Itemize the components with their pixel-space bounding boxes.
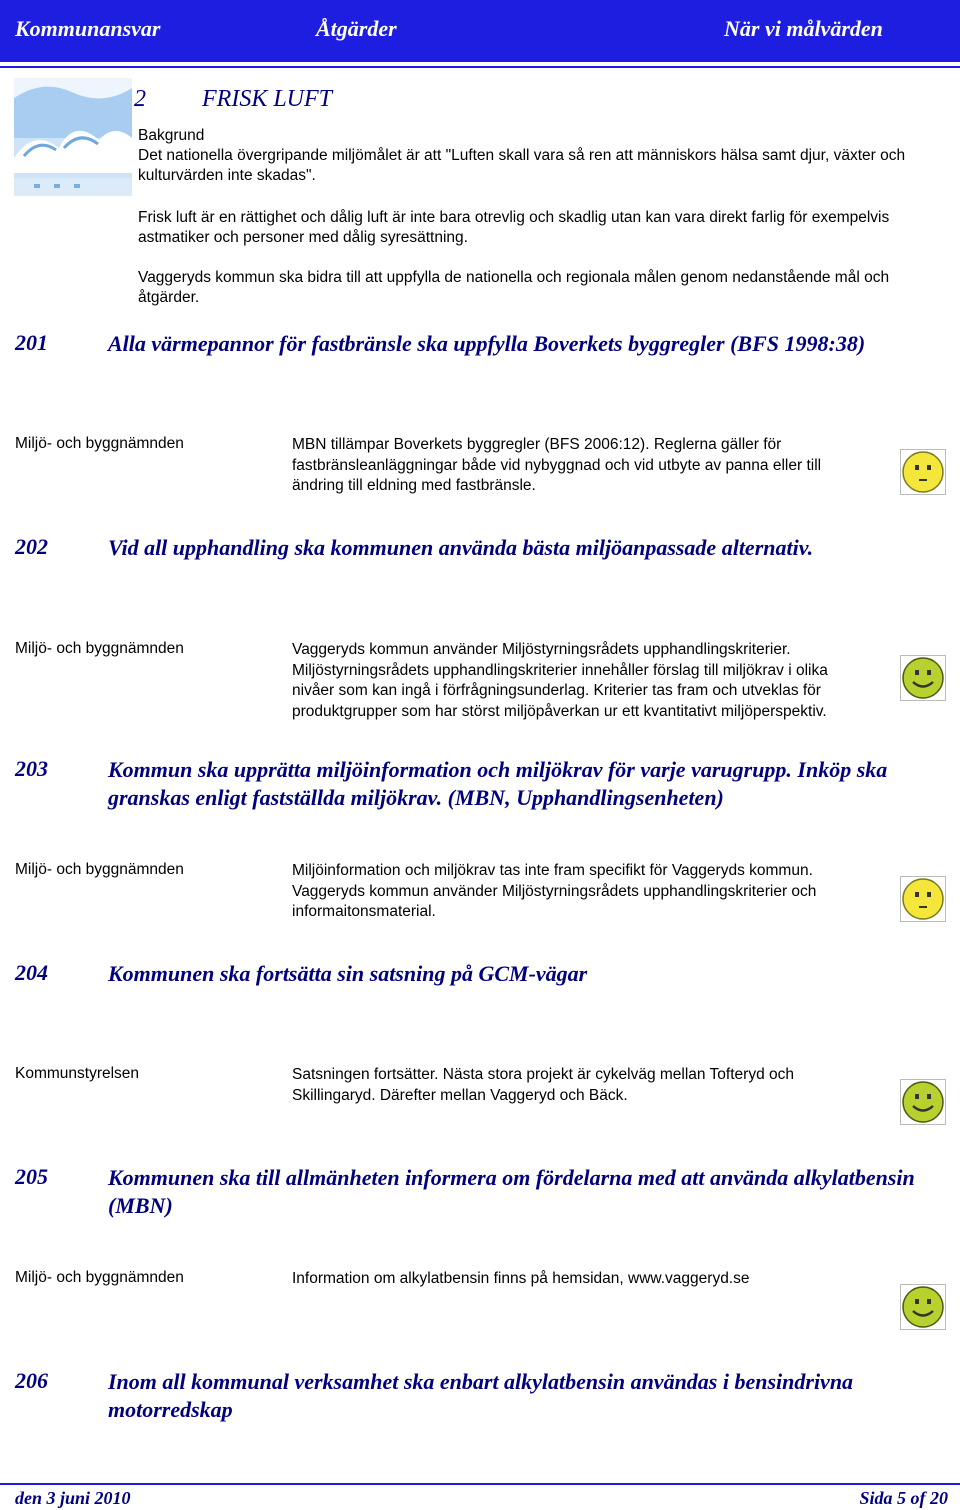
header-col-atgarder: Åtgärder	[316, 16, 397, 41]
goal-title: Kommunen ska till allmänheten informera om fördelarna med att använda alkylatbensin (MBN)	[108, 1165, 915, 1218]
goal-number: 203	[15, 756, 48, 781]
goal-title: Kommun ska upprätta miljöinformation och miljökrav för varje varugrupp. Inköp ska granskas enligt fastställda miljökrav. (MBN, Upphandlingsenheten)	[108, 757, 888, 810]
footer-page-number: Sida 5 of 20	[859, 1488, 948, 1508]
goal-status: Vaggeryds kommun använder Miljöstyrningsrådets upphandlingskriterier. Miljöstyrningsrådets upphandlingskriterier innehåller förslag till miljökrav i olika nivåer som kan ingå i förfrågningsunderlag. Kriterier tas fram och utveklas för produktgrupper som har störst miljöpåverkan ur ett kvantitativt miljöperspektiv.	[292, 641, 828, 720]
goal-title: Kommunen ska fortsätta sin satsning på GCM-vägar	[108, 961, 588, 986]
goal-responsible: Miljö- och byggnämnden	[15, 1269, 184, 1286]
goal-title: Vid all upphandling ska kommunen använda bästa miljöanpassade alternativ.	[108, 535, 814, 560]
goal-responsible: Miljö- och byggnämnden	[15, 435, 184, 452]
header-col-kommunansvar: Kommunansvar	[15, 16, 161, 41]
goal-number: 206	[15, 1368, 48, 1393]
page-header	[0, 0, 960, 62]
happy-face-icon	[900, 655, 946, 701]
neutral-face-icon	[900, 449, 946, 495]
footer-date: den 3 juni 2010	[15, 1488, 131, 1508]
goal-number: 202	[15, 534, 48, 559]
happy-face-icon	[900, 1284, 946, 1330]
goal-status: Information om alkylatbensin finns på hemsidan, www.vaggeryd.se	[292, 1270, 750, 1287]
goal-responsible: Miljö- och byggnämnden	[15, 861, 184, 878]
goal-number: 201	[15, 330, 48, 355]
cloud-sky-icon	[14, 78, 132, 196]
intro-background: Bakgrund Det nationella övergripande miljömålet är att "Luften skall vara så ren att människors hälsa samt djur, växter och kulturvärden inte skadas".	[138, 127, 906, 184]
happy-face-icon	[900, 1079, 946, 1125]
goal-number: 205	[15, 1164, 48, 1189]
goal-status: Miljöinformation och miljökrav tas inte fram specifikt för Vaggeryds kommun. Vaggeryds kommun använder Miljöstyrningsrådets upphandlingskriterier och informaitonsmaterial.	[292, 862, 817, 920]
intro-paragraph: Vaggeryds kommun ska bidra till att uppfylla de nationella och regionala målen genom nedanstående mål och åtgärder.	[138, 269, 890, 306]
goal-responsible: Miljö- och byggnämnden	[15, 640, 184, 657]
header-col-malvarden: När vi målvärden	[724, 16, 883, 41]
goal-title: Inom all kommunal verksamhet ska enbart alkylatbensin användas i bensindrivna motorredskap	[108, 1369, 854, 1422]
neutral-face-icon	[900, 876, 946, 922]
intro-paragraph: Frisk luft är en rättighet och dålig luft är inte bara otrevlig och skadlig utan kan vara direkt farlig för exempelvis astmatiker och personer med dålig syresättning.	[138, 209, 890, 246]
goal-status: Satsningen fortsätter. Nästa stora projekt är cykelväg mellan Tofteryd och Skillingaryd. Därefter mellan Vaggeryd och Bäck.	[292, 1066, 794, 1104]
goal-status: MBN tillämpar Boverkets byggregler (BFS 2006:12). Reglerna gäller för fastbränsleanläggningar både vid nybyggnad och vid utbyte av panna eller till ändring till eldning med fastbränsle.	[292, 436, 822, 494]
section-title: FRISK LUFT	[202, 86, 333, 112]
goal-responsible: Kommunstyrelsen	[15, 1065, 140, 1082]
goal-title: Alla värmepannor för fastbränsle ska uppfylla Boverkets byggregler (BFS 1998:38)	[108, 331, 866, 356]
section-number: 2	[134, 86, 146, 112]
header-divider	[0, 66, 960, 68]
footer-divider	[0, 1483, 960, 1485]
goal-number: 204	[15, 960, 48, 985]
